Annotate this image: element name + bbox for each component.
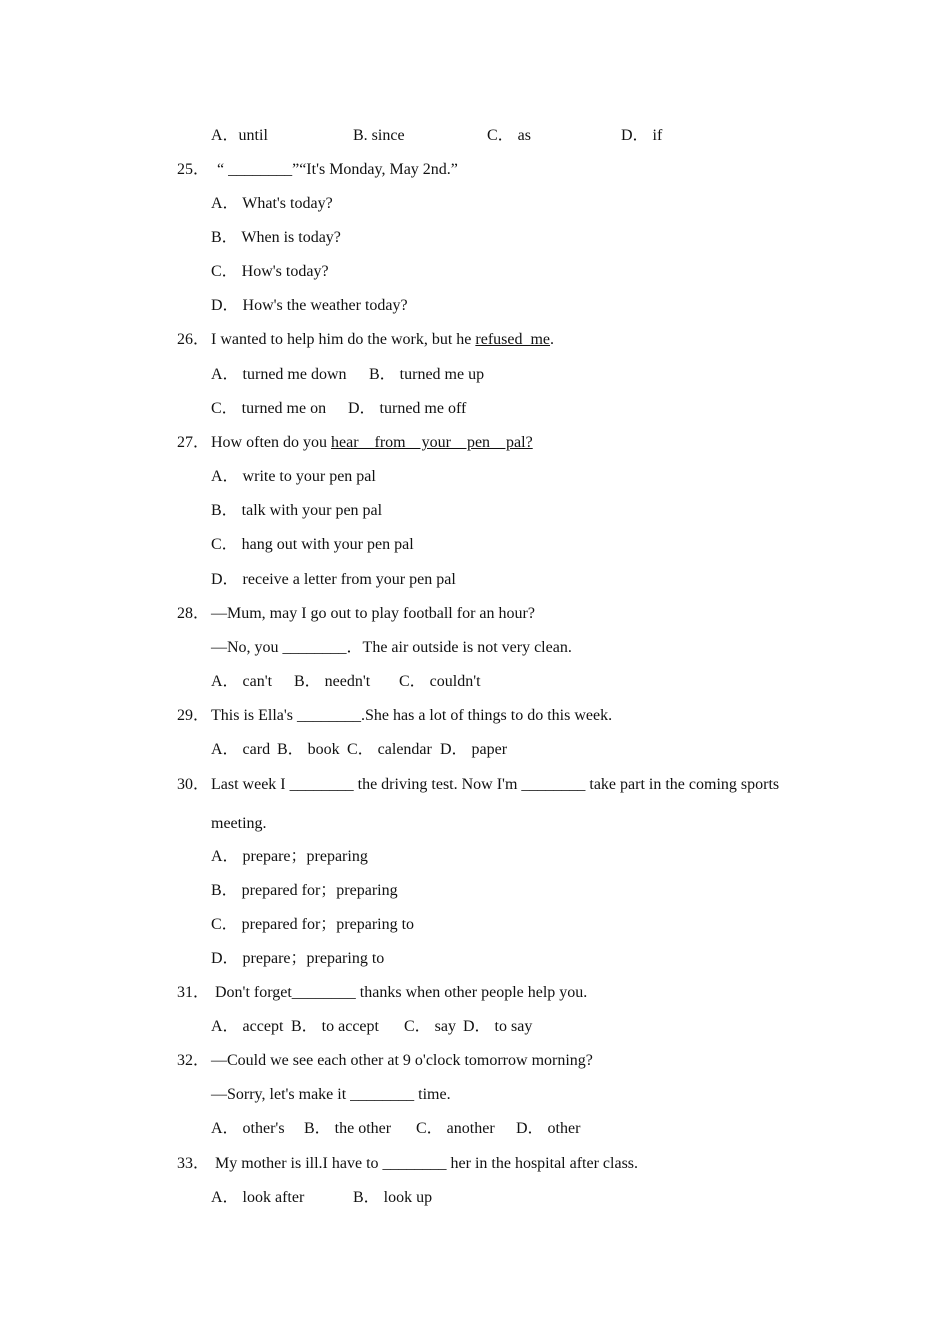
q24-option-c: C． as (487, 127, 532, 144)
q31-option-b: B． to accept (291, 1018, 379, 1035)
q27-stem-text: How often do you (211, 434, 331, 451)
q30-option-a: A． prepare；preparing (211, 848, 368, 865)
q25-option-b: B． When is today? (211, 229, 341, 246)
q33-stem: My mother is ill.I have to ________ her in the hospital after class. (215, 1155, 639, 1172)
q29-option-c: C． calendar (347, 741, 432, 758)
q29-option-a: A． card (211, 741, 271, 758)
q33-option-a: A． look after (211, 1189, 305, 1206)
q29-number: 29． (177, 707, 210, 724)
q27-option-d: D． receive a letter from your pen pal (211, 571, 456, 588)
q33-option-b: B． look up (353, 1189, 433, 1206)
q25-number: 25． (177, 161, 210, 178)
q31-option-d: D． to say (463, 1018, 533, 1035)
q27-number: 27． (177, 434, 210, 451)
q27-option-b: B． talk with your pen pal (211, 502, 383, 519)
q25-stem: “ ________”“It's Monday, May 2nd.” (217, 161, 458, 178)
q26-option-c: C． turned me on (211, 400, 327, 417)
q24-option-b: B. since (353, 127, 405, 144)
q31-stem: Don't forget________ thanks when other people help you. (215, 984, 588, 1001)
q27-option-a: A． write to your pen pal (211, 468, 376, 485)
q28-option-b: B． needn't (294, 673, 371, 690)
q33-number: 33． (177, 1155, 210, 1172)
q28-dialogue-line-2: —No, you ________．The air outside is not very clean. (211, 639, 572, 656)
q26-stem-end: . (550, 331, 555, 348)
q30-stem-line-2: meeting. (211, 815, 267, 832)
q27-underlined-phrase: hear from your pen pal? (330, 434, 533, 451)
q32-option-c: C． another (416, 1120, 495, 1137)
q28-option-c: C． couldn't (399, 673, 481, 690)
q26-underlined-phrase: refused me (475, 331, 551, 348)
q26-option-d: D． turned me off (348, 400, 467, 417)
q32-option-b: B． the other (304, 1120, 392, 1137)
q32-dialogue-line-2: —Sorry, let's make it ________ time. (211, 1086, 451, 1103)
q32-dialogue-line-1: —Could we see each other at 9 o'clock tomorrow morning? (211, 1052, 593, 1069)
q29-option-b: B． book (277, 741, 340, 758)
q30-number: 30． (177, 776, 210, 793)
q30-stem-line-1: Last week I ________ the driving test. Now I'm ________ take part in the coming sports (211, 776, 780, 793)
q32-option-a: A． other's (211, 1120, 285, 1137)
q28-dialogue-line-1: —Mum, may I go out to play football for an hour? (211, 605, 535, 622)
q25-option-c: C． How's today? (211, 263, 329, 280)
q31-number: 31． (177, 984, 210, 1001)
q32-option-d: D． other (516, 1120, 581, 1137)
q26-number: 26． (177, 331, 210, 348)
q32-number: 32． (177, 1052, 210, 1069)
q27-option-c: C． hang out with your pen pal (211, 536, 414, 553)
q25-option-a: A． What's today? (211, 195, 333, 212)
q26-stem (211, 331, 554, 349)
q31-option-a: A． accept (211, 1018, 284, 1035)
q30-option-b: B． prepared for；preparing (211, 882, 398, 899)
q30-option-d: D． prepare；preparing to (211, 950, 385, 967)
q24-option-a: A．until (211, 127, 268, 144)
q31-option-c: C． say (404, 1018, 457, 1035)
q28-number: 28． (177, 605, 210, 622)
q24-option-d: D． if (621, 127, 663, 144)
q26-option-a: A． turned me down (211, 366, 347, 383)
q29-option-d: D． paper (440, 741, 508, 758)
q28-option-a: A． can't (211, 673, 273, 690)
q30-option-c: C． prepared for；preparing to (211, 916, 415, 933)
q26-stem-text: I wanted to help him do the work, but he (211, 331, 476, 348)
q29-stem: This is Ella's ________.She has a lot of things to do this week. (211, 707, 613, 724)
q25-option-d: D． How's the weather today? (211, 297, 408, 314)
q26-option-b: B． turned me up (369, 366, 485, 383)
q27-stem (211, 434, 533, 452)
